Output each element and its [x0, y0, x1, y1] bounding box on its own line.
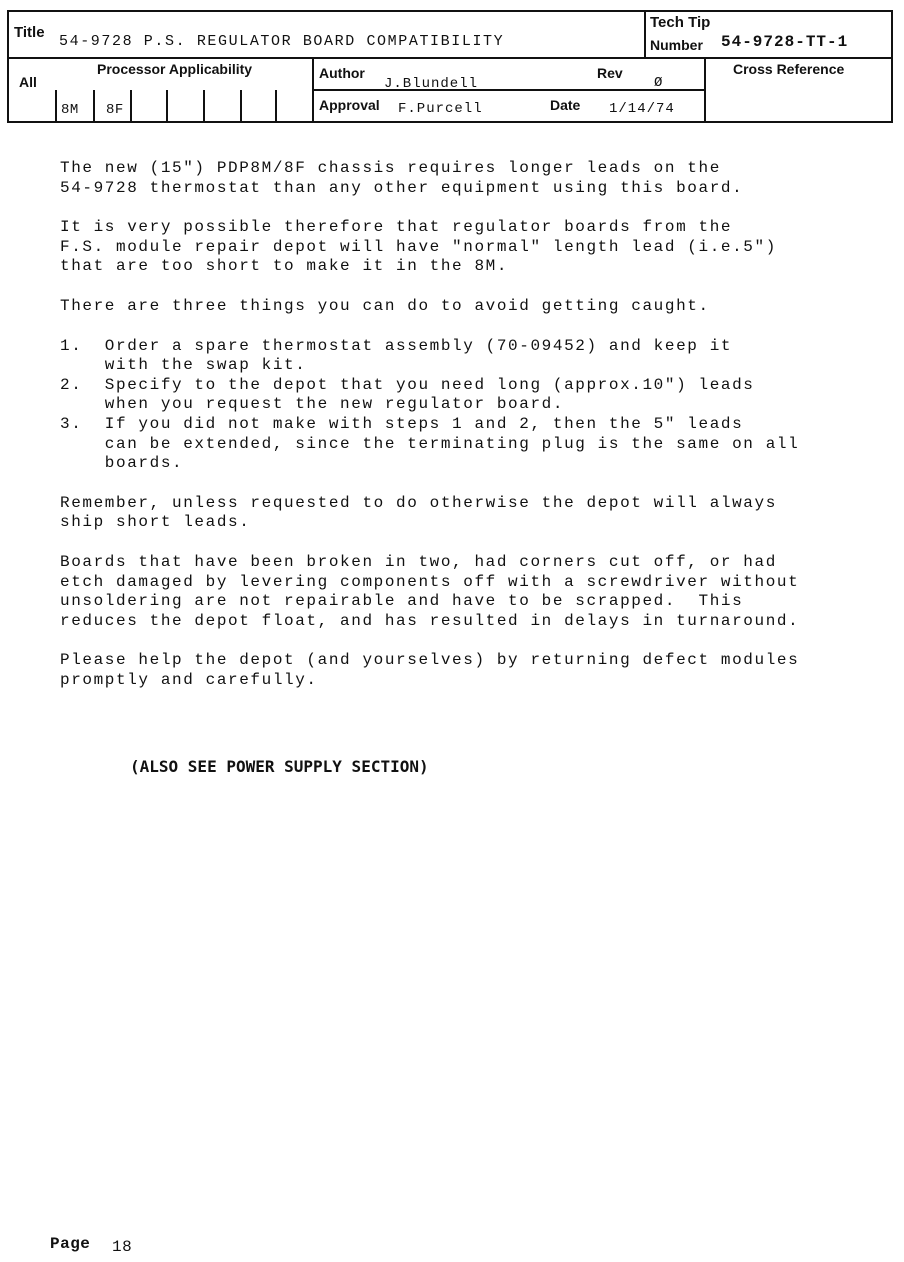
see-also-note: (ALSO SEE POWER SUPPLY SECTION) [130, 757, 429, 776]
paragraph-5: Boards that have been broken in two, had corners cut off, or had etch damaged by levering components off with a screwdriver without unsoldering are not repairable and have to be scrapped. This reduces the depot float, and has resulted in delays in turnaround. [60, 552, 800, 630]
paragraph-2: It is very possible therefore that regulator boards from the F.S. module repair depot will have "normal" length lead (i.e.5") that are too short to make it in the 8M. [60, 218, 777, 276]
action-list [60, 337, 860, 474]
techtip-label: Tech Tip [650, 14, 711, 31]
techtip-separator [644, 10, 646, 59]
page-number: 18 [112, 1238, 133, 1256]
list-item: 2. Specify to the depot that you need long (approx.10") leads when you request the new regulator board. [60, 375, 755, 414]
form-top-border [7, 10, 893, 12]
date-value: 1/14/74 [609, 101, 675, 117]
proc-col-line [166, 90, 168, 123]
approval-label: Approval [319, 97, 380, 113]
form-bottom-border [7, 121, 893, 123]
form-row-divider [7, 57, 893, 59]
author-value: J.Blundell [384, 76, 479, 92]
proc-col-line [275, 90, 277, 123]
all-label: All [19, 74, 37, 90]
proc-col-line [55, 90, 57, 123]
author-label: Author [319, 65, 365, 81]
title-value: 54-9728 P.S. REGULATOR BOARD COMPATIBILITY [59, 33, 505, 50]
date-label: Date [550, 97, 581, 113]
form-right-border [891, 10, 893, 123]
processor-applicability-label: Processor Applicability [97, 61, 253, 77]
list-item: 1. Order a spare thermostat assembly (70-09452) and keep it with the swap kit. [60, 336, 733, 375]
title-label: Title [14, 24, 45, 41]
rev-value: Ø [654, 75, 665, 91]
proc-col-line [203, 90, 205, 123]
number-label: Number [650, 37, 703, 53]
paragraph-4: Remember, unless requested to do otherwise the depot will always ship short leads. [60, 493, 777, 532]
approval-value: F.Purcell [398, 101, 483, 117]
author-approval-divider [312, 89, 706, 91]
list-item: 3. If you did not make with steps 1 and 2, then the 5" leads can be extended, since the terminating plug is the same on all boards. [60, 414, 800, 473]
page-label: Page [50, 1235, 91, 1253]
processor-8m: 8M [61, 102, 79, 118]
body-content [60, 159, 860, 690]
paragraph-1: The new (15") PDP8M/8F chassis requires longer leads on the 54-9728 thermostat than any other equipment using this board. [60, 159, 744, 197]
proc-col-line [130, 90, 132, 123]
form-left-border [7, 10, 9, 123]
number-value: 54-9728-TT-1 [721, 33, 849, 51]
rev-label: Rev [597, 65, 623, 81]
processor-8f: 8F [106, 102, 124, 118]
cross-reference-label: Cross Reference [733, 61, 845, 77]
proc-col-line [93, 90, 95, 123]
paragraph-6: Please help the depot (and yourselves) by returning defect modules promptly and carefully. [60, 651, 800, 689]
paragraph-3: There are three things you can do to avoid getting caught. [60, 296, 710, 315]
proc-col-line [240, 90, 242, 123]
